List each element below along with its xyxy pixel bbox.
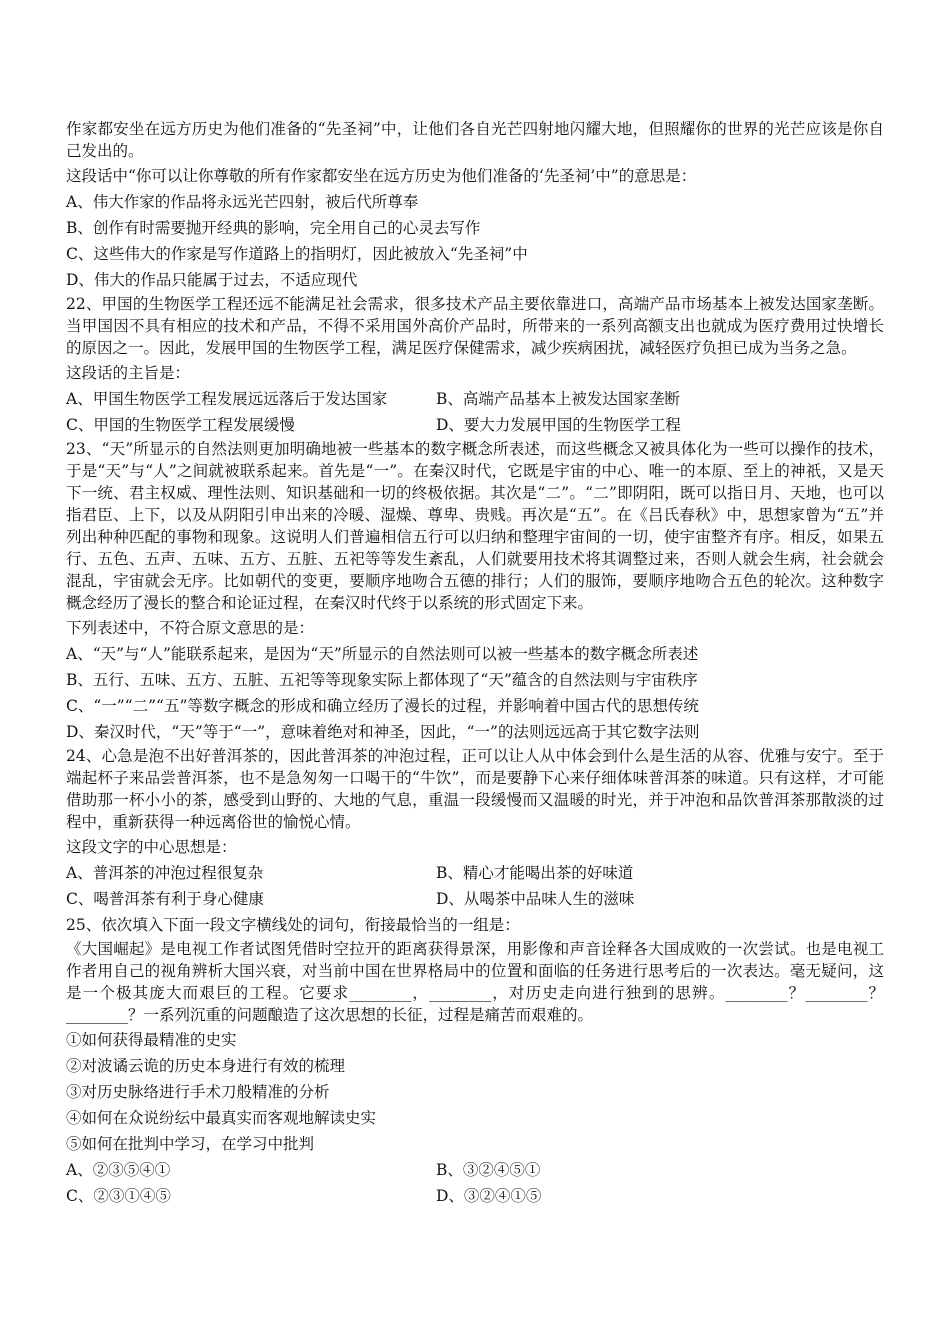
q21-option-b: B、创作有时需要抛开经典的影响，完全用自己的心灵去写作 <box>66 219 481 237</box>
q25-item-1: ①如何获得最精准的史实 <box>66 1031 237 1049</box>
q22-option-b: B、高端产品基本上被发达国家垄断 <box>436 390 680 408</box>
exam-page <box>66 118 884 1209</box>
q21-option-c: C、这些伟大的作家是写作道路上的指明灯，因此被放入“先圣祠”中 <box>66 245 528 263</box>
q22-question: 这段话的主旨是： <box>66 364 191 382</box>
q23-question: 下列表述中，不符合原文意思的是： <box>66 619 315 637</box>
q23-option-d: D、秦汉时代，“天”等于“一”，意味着绝对和神圣，因此，“一”的法则远远高于其它数字法则 <box>66 723 700 741</box>
q23-passage: 23、“天”所显示的自然法则更加明确地被一些基本的数字概念所表述，而这些概念又被具体化为一些可以操作的技术，于是“天”与“人”之间就被联系起来。首先是“一”。在秦汉时代，它既是宇宙的中心、唯一的本原、至上的神祇，又是天下一统、君主权威、理性法则、知识基础和一切的终极依据。其次是“二”。“二”即阴阳，既可以指日月、天地，也可以指君臣、上下，以及从阴阳引申出来的冷暖、湿燥、尊卑、贵贱。再次是“五”。在《吕氏春秋》中，思想家曾为“五”并列出种种匹配的事物和现象。这说明人们普遍相信五行可以归纳和整理宇宙间的一切，使宇宙整齐有序。相反，如果五行、五色、五声、五味、五方、五脏、五祀等等发生紊乱，人们就要用技术将其调整过来，否则人就会生病，社会就会混乱，宇宙就会无序。比如朝代的变更，要顺序地吻合五德的排行；人们的服饰，要顺序地吻合五色的轮次。这种数字概念经历了漫长的整合和论证过程，在秦汉时代终于以系统的形式固定下来。 <box>66 440 884 612</box>
q22-option-c: C、甲国的生物医学工程发展缓慢 <box>66 416 295 434</box>
q25-option-a: A、②③⑤④① <box>66 1161 171 1179</box>
q22-option-d: D、要大力发展甲国的生物医学工程 <box>436 416 681 434</box>
q24-option-b: B、精心才能喝出茶的好味道 <box>436 864 634 882</box>
q22-options-row-1 <box>66 386 884 412</box>
q25-item-5: ⑤如何在批判中学习，在学习中批判 <box>66 1135 315 1153</box>
q24-options-row-1 <box>66 860 884 886</box>
q22-passage: 22、甲国的生物医学工程还远不能满足社会需求，很多技术产品主要依靠进口，高端产品市场基本上被发达国家垄断。当甲国因不具有相应的技术和产品，不得不采用国外高价产品时，所带来的一系列高额支出也就成为医疗费用过快增长的原因之一。因此，发展甲国的生物医学工程，满足医疗保健需求，减少疾病困扰，减轻医疗负担已成为当务之急。 <box>66 295 884 357</box>
q21-option-d: D、伟大的作品只能属于过去，不适应现代 <box>66 271 358 289</box>
q25-option-d: D、③②④①⑤ <box>436 1187 542 1205</box>
q24-option-d: D、从喝茶中品味人生的滋味 <box>436 890 635 908</box>
q21-passage: 作家都安坐在远方历史为他们准备的“先圣祠”中，让他们各自光芒四射地闪耀大地，但照耀你的世界的光芒应该是你自己发出的。 <box>66 120 884 160</box>
q25-option-b: B、③②④⑤① <box>436 1161 541 1179</box>
q25-options-row-1 <box>66 1157 884 1183</box>
q21-option-a: A、伟大作家的作品将永远光芒四射，被后代所尊奉 <box>66 193 419 211</box>
q25-options-row-2 <box>66 1183 884 1209</box>
q25-option-c: C、②③①④⑤ <box>66 1187 171 1205</box>
q21-question: 这段话中“你可以让你尊敬的所有作家都安坐在远方历史为他们准备的‘先圣祠’中”的意思是： <box>66 167 697 185</box>
q23-option-b: B、五行、五味、五方、五脏、五祀等等现象实际上都体现了“天”蕴含的自然法则与宇宙秩序 <box>66 671 698 689</box>
q25-passage: 《大国崛起》是电视工作者试图凭借时空拉开的距离获得景深，用影像和声音诠释各大国成败的一次尝试。也是电视工作者用自己的视角辨析大国兴衰，对当前中国在世界格局中的位置和面临的任务进行思考后的一次表达。毫无疑问，这是一个极其庞大而艰巨的工程。它要求________，________，对历史走向进行独到的思辨。________？________？________？一系列沉重的问题酿造了这次思想的长征，过程是痛苦而艰难的。 <box>66 940 884 1024</box>
q25-question: 25、依次填入下面一段文字横线处的词句，衔接最恰当的一组是： <box>66 916 520 934</box>
q24-question: 这段文字的中心思想是： <box>66 838 237 856</box>
q23-option-c: C、“一”“二”“五”等数字概念的形成和确立经历了漫长的过程，并影响着中国古代的思想传统 <box>66 697 699 715</box>
q22-option-a: A、甲国生物医学工程发展远远落后于发达国家 <box>66 390 388 408</box>
q24-option-c: C、喝普洱茶有利于身心健康 <box>66 890 264 908</box>
q25-item-2: ②对波谲云诡的历史本身进行有效的梳理 <box>66 1057 346 1075</box>
q25-item-3: ③对历史脉络进行手术刀般精准的分析 <box>66 1083 330 1101</box>
q24-passage: 24、心急是泡不出好普洱茶的，因此普洱茶的冲泡过程，正可以让人从中体会到什么是生活的从容、优雅与安宁。至于端起杯子来品尝普洱茶，也不是急匆匆一口喝干的“牛饮”，而是要静下心来仔细体味普洱茶的味道。只有这样，才可能借助那一杯小小的茶，感受到山野的、大地的气息，重温一段缓慢而又温暖的时光，并于冲泡和品饮普洱茶那散淡的过程中，重新获得一种远离俗世的愉悦心情。 <box>66 747 884 831</box>
q24-options-row-2 <box>66 886 884 912</box>
q25-item-4: ④如何在众说纷纭中最真实而客观地解读史实 <box>66 1109 377 1127</box>
q24-option-a: A、普洱茶的冲泡过程很复杂 <box>66 864 264 882</box>
q22-options-row-2 <box>66 412 884 438</box>
q23-option-a: A、“天”与“人”能联系起来，是因为“天”所显示的自然法则可以被一些基本的数字概念所表述 <box>66 645 699 663</box>
